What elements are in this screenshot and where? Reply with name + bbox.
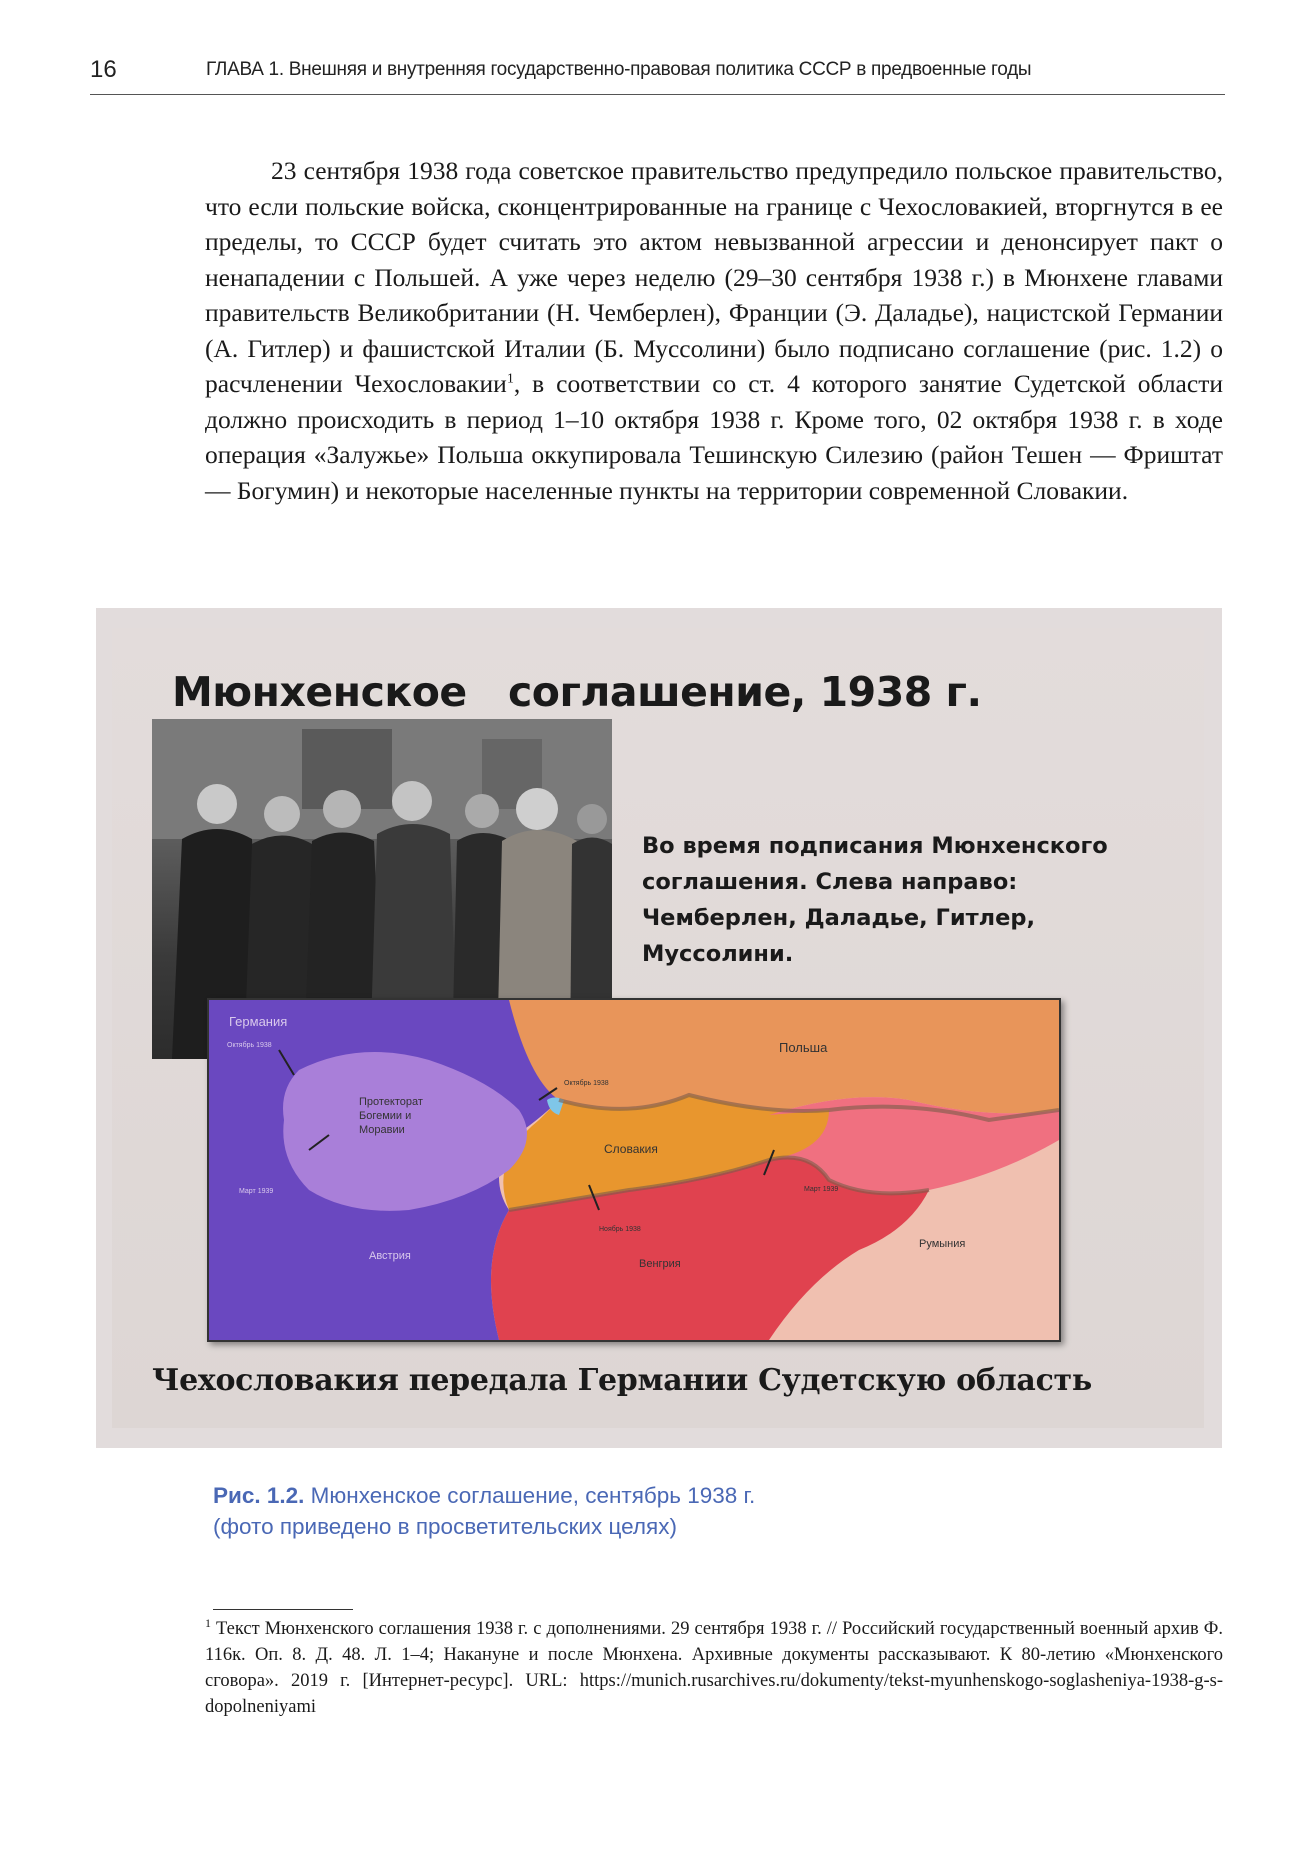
- footnote-reference[interactable]: 1: [506, 371, 514, 387]
- map-label-november: Ноябрь 1938: [599, 1226, 641, 1233]
- map-label-hungary: Венгрия: [639, 1258, 681, 1270]
- chapter-title: ГЛАВА 1. Внешняя и внутренняя государственно-правовая политика СССР в предвоенные годы: [206, 59, 1032, 80]
- map-label-poland: Польша: [779, 1040, 828, 1055]
- footnote-number: 1: [205, 1615, 211, 1630]
- figure-caption-line2: (фото приведено в просветительских целях): [213, 1514, 677, 1539]
- map-label-march-east: Март 1939: [804, 1186, 839, 1193]
- slide: [112, 628, 1204, 1428]
- map-regions: [209, 1000, 1059, 1340]
- figure-1-2: [96, 608, 1222, 1448]
- map-label-germany-date: Октябрь 1938: [227, 1042, 272, 1049]
- map-label-slovakia: Словакия: [604, 1142, 658, 1156]
- map-label-march: Март 1939: [239, 1188, 274, 1195]
- map-label-romania: Румыния: [919, 1238, 966, 1250]
- map: [207, 998, 1061, 1342]
- page-header: [90, 48, 1225, 95]
- slide-title: Мюнхенское соглашение, 1938 г.: [172, 668, 982, 716]
- map-label-austria: Австрия: [369, 1250, 411, 1262]
- footnote-divider: [213, 1609, 353, 1610]
- page-number: 16: [90, 56, 117, 83]
- photo-caption: Во время подписания Мюнхенского соглашения. Слева направо: Чемберлен, Даладье, Гитлер, Муссолини.: [642, 833, 1108, 967]
- footnote-text: Текст Мюнхенского соглашения 1938 г. с дополнениями. 29 сентября 1938 г. // Российский государственный военный архив Ф. 116к. Оп. 8. Д. 48. Л. 1–4; Накануне и после Мюнхена. Архивные документы рассказывают. К 80-летию «Мюнхенского сговора». 2019 г. [Интернет-ресурс]. URL: https://munich.rusarchives.ru/dokumenty/tekst-myunhenskogo-soglasheniya-1938-g-s-dopolneniyami: [205, 1619, 1223, 1717]
- map-label-protectorate: Протекторат Богемии и Моравии: [359, 1096, 423, 1136]
- figure-caption-text: Мюнхенское соглашение, сентябрь 1938 г.: [310, 1483, 756, 1508]
- body-text-part1: 23 сентября 1938 года советское правительство предупредило польское правительство, что если польские войска, сконцентрированные на границе с Чехословакией, вторгнутся в ее пределы, то СССР будет считать это актом невызванной агрессии и денонсирует пакт о ненападении с Польшей. А уже через неделю (29–30 сентября 1938 г.) в Мюнхене главами правительств Великобритании (Н. Чемберлен), Франции (Э. Даладье), нацистской Германии (А. Гитлер) и фашистской Италии (Б. Муссолини) было подписано соглашение (рис. 1.2) о расчленении Чехословакии: [205, 156, 1223, 398]
- slide-bottom-caption: Чехословакия передала Германии Судетскую область: [152, 1363, 1092, 1398]
- map-label-october: Октябрь 1938: [564, 1080, 609, 1087]
- map-label-germany: Германия: [229, 1014, 288, 1029]
- figure-caption-label: Рис. 1.2.: [213, 1483, 305, 1508]
- figure-caption: [213, 1480, 755, 1542]
- body-text-part2: , в соответствии со ст. 4 которого занятие Судетской области должно происходить в период 1–10 октября 1938 г. Кроме того, 02 октября 1938 г. в ходе операция «Залужье» Польша оккупировала Тешинскую Силезию (район Тешен — Фриштат — Богумин) и некоторые населенные пункты на территории современной Словакии.: [205, 369, 1223, 505]
- footnote: [205, 1616, 1223, 1720]
- body-paragraph: [205, 153, 1223, 508]
